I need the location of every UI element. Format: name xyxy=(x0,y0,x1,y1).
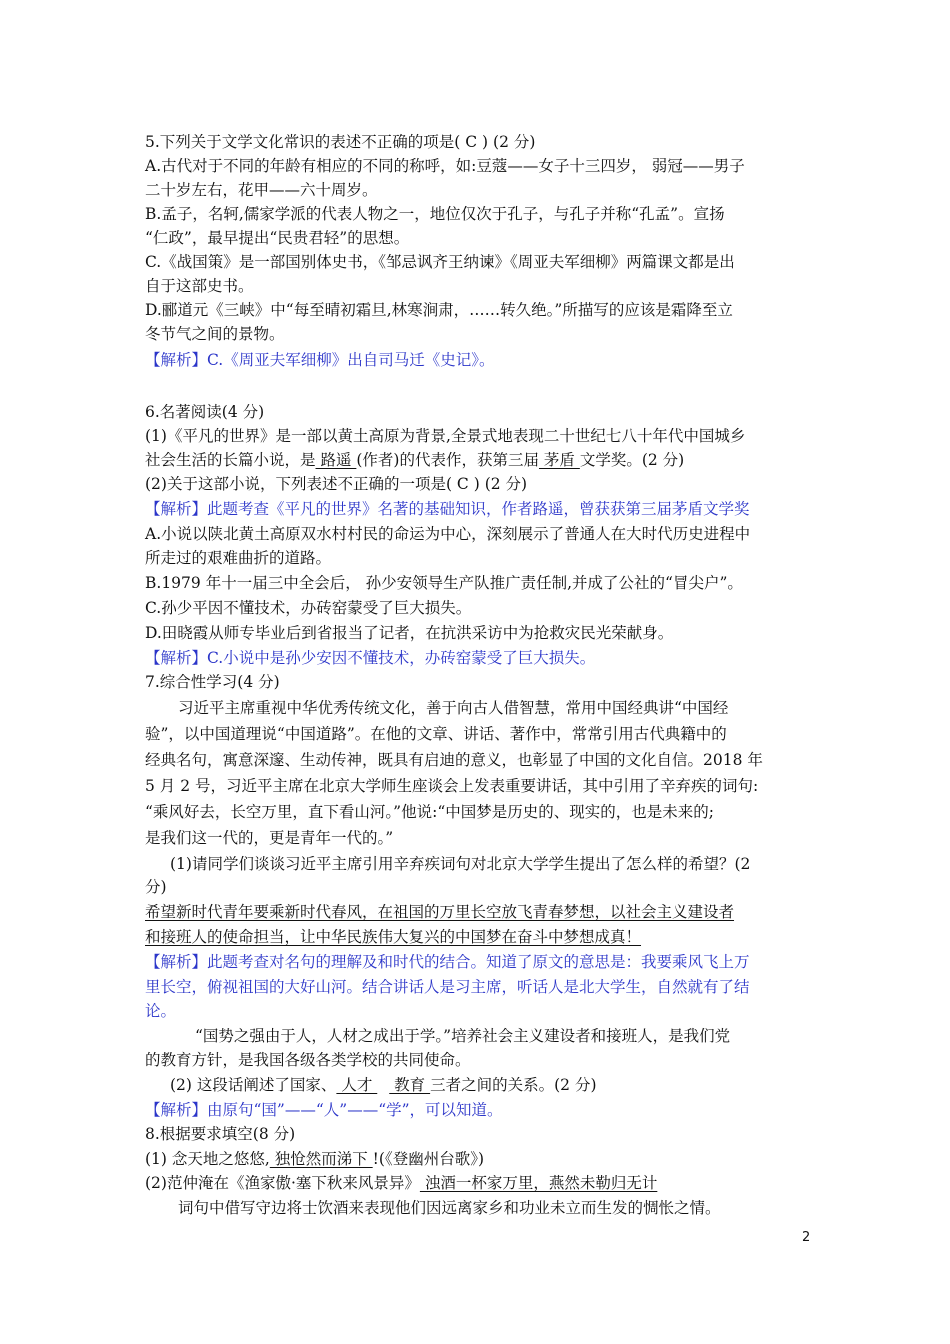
q7-sub2-text-b: 三者之间的关系。(2 分) xyxy=(430,1076,597,1094)
page-number: 2 xyxy=(802,1230,811,1245)
q7-analysis-1-line2: 里长空，俯视祖国的大好山河。结合讲话人是习主席，听话人是北大学生，自然就有了结 xyxy=(145,978,750,996)
q6-option-a-line1: A.小说以陕北黄土高原双水村村民的命运为中心，深刻展示了普通人在大时代历史进程中 xyxy=(145,525,751,543)
q8-line1-text-a: (1) 念天地之悠悠, xyxy=(145,1150,270,1168)
q7-passage-line6: 是我们这一代的，更是青年一代的。” xyxy=(145,829,394,847)
q6-analysis-2: 【解析】C.小说中是孙少安因不懂技术，办砖窑蒙受了巨大损失。 xyxy=(145,649,596,667)
q6-answer-author: 路遥 xyxy=(315,451,357,469)
q8-answer-1: 独怆然而涕下 xyxy=(269,1150,373,1168)
q5-option-c-line1: C.《战国策》是一部国别体史书，《邹忌讽齐王纳谏》《周亚夫军细柳》两篇课文都是出 xyxy=(145,253,735,271)
q6-sub1-text-b: (作者)的代表作，获第三届 xyxy=(356,451,539,469)
q6-sub1-text-a: 社会生活的长篇小说，是 xyxy=(145,451,316,469)
q5-option-d-line1: D.郦道元《三峡》中“每至晴初霜旦,林寒涧肃，……转久绝。”所描写的应该是霜降至立 xyxy=(145,301,733,319)
q7-analysis-1-line3: 论。 xyxy=(145,1002,177,1020)
q5-stem: 5.下列关于文学文化常识的表述不正确的项是( C ) (2 分) xyxy=(145,133,536,151)
q7-answer-talent: 人才 xyxy=(336,1076,378,1094)
q6-stem: 6.名著阅读(4 分) xyxy=(145,403,265,421)
q5-option-c-line2: 自于这部史书。 xyxy=(145,277,254,295)
q6-option-c: C.孙少平因不懂技术，办砖窑蒙受了巨大损失。 xyxy=(145,599,472,617)
q7-stem: 7.综合性学习(4 分) xyxy=(145,673,280,691)
q8-stem: 8.根据要求填空(8 分) xyxy=(145,1125,296,1143)
q7-sub1-stem-line2: 分) xyxy=(145,878,167,896)
q7-answer-education: 教育 xyxy=(389,1076,431,1094)
q8-line2 xyxy=(145,1171,657,1195)
q7-sub1-answer-line1: 希望新时代青年要乘新时代春风，在祖国的万里长空放飞青春梦想，以社会主义建设者 xyxy=(145,903,735,921)
q6-option-a-line2: 所走过的艰难曲折的道路。 xyxy=(145,549,332,567)
q5-option-d-line2: 冬节气之间的景物。 xyxy=(145,325,285,343)
q7-passage-line4: 5 月 2 号，习近平主席在北京大学师生座谈会上发表重要讲话，其中引用了辛弃疾的词句: xyxy=(145,777,759,795)
q6-sub1-line1: (1)《平凡的世界》是一部以黄土高原为背景,全景式地表现二十世纪七八十年代中国城乡 xyxy=(145,427,746,445)
q7-sub2 xyxy=(170,1073,597,1097)
q7-quote-line1: “国势之强由于人，人材之成出于学。”培养社会主义建设者和接班人，是我们党 xyxy=(195,1027,731,1045)
q5-analysis: 【解析】C.《周亚夫军细柳》出自司马迁《史记》。 xyxy=(145,351,495,369)
q6-sub1-text-c: 文学奖。(2 分) xyxy=(579,451,685,469)
q7-passage-line1: 习近平主席重视中华优秀传统文化，善于向古人借智慧，常用中国经典讲“中国经 xyxy=(178,699,729,717)
q7-passage-line5: “乘风好去，长空万里，直下看山河。”他说:“中国梦是历史的、现实的，也是未来的; xyxy=(145,803,714,821)
q5-option-b-line1: B.孟子，名轲,儒家学派的代表人物之一，地位仅次于孔子，与孔子并称“孔孟”。宣扬 xyxy=(145,205,725,223)
q8-line2-text: (2)范仲淹在《渔家傲·塞下秋来风景异》 xyxy=(145,1174,420,1192)
q6-answer-award: 茅盾 xyxy=(538,451,580,469)
q6-analysis-1: 【解析】此题考查《平凡的世界》名著的基础知识，作者路遥，曾获获第三届茅盾文学奖 xyxy=(145,500,750,518)
q7-analysis-2: 【解析】由原句“国”——“人”——“学”，可以知道。 xyxy=(145,1101,503,1119)
q8-line1 xyxy=(145,1147,484,1171)
q5-option-a-line1: A.古代对于不同的年龄有相应的不同的称呼，如:豆蔻——女子十三四岁， 弱冠——男子 xyxy=(145,157,745,175)
q7-analysis-1-line1: 【解析】此题考查对名句的理解及和时代的结合。知道了原文的意思是：我要乘风飞上万 xyxy=(145,953,750,971)
q5-option-b-line2: “仁政”，最早提出“民贵君轻”的思想。 xyxy=(145,229,410,247)
q6-option-d: D.田晓霞从师专毕业后到省报当了记者，在抗洪采访中为抢救灾民光荣献身。 xyxy=(145,624,674,642)
q7-sub1-answer-line2: 和接班人的使命担当，让中华民族伟大复兴的中国梦在奋斗中梦想成真！ xyxy=(145,928,642,946)
q7-passage-line2: 验”，以中国道理说“中国道路”。在他的文章、讲话、著作中，常常引用古代典籍中的 xyxy=(145,725,727,743)
q7-quote-line2: 的教育方针，是我国各级各类学校的共同使命。 xyxy=(145,1051,471,1069)
q5-option-a-line2: 二十岁左右，花甲——六十周岁。 xyxy=(145,181,378,199)
q6-option-b: B.1979 年十一届三中全会后， 孙少安领导生产队推广责任制,并成了公社的“冒尖户”。 xyxy=(145,574,743,592)
q7-sub1-stem-line1: (1)请同学们谈谈习近平主席引用辛弃疾词句对北京大学学生提出了怎么样的希望？(2 xyxy=(170,855,751,873)
q8-answer-2: 浊酒一杯家万里，燕然未勒归无计 xyxy=(419,1174,658,1192)
q6-sub2-stem: (2)关于这部小说，下列表述不正确的一项是( C ) (2 分) xyxy=(145,475,528,493)
q7-sub2-text-a: (2) 这段话阐述了国家、 xyxy=(170,1076,337,1094)
q6-sub1-line2 xyxy=(145,448,684,472)
q7-passage-line3: 经典名句，寓意深邃、生动传神，既具有启迪的意义，也彰显了中国的文化自信。2018 年 xyxy=(145,751,763,769)
q8-line1-text-b: !(《登幽州台歌》) xyxy=(372,1150,484,1168)
q8-line3: 词句中借写守边将士饮酒来表现他们因远离家乡和功业未立而生发的惆怅之情。 xyxy=(178,1199,721,1217)
